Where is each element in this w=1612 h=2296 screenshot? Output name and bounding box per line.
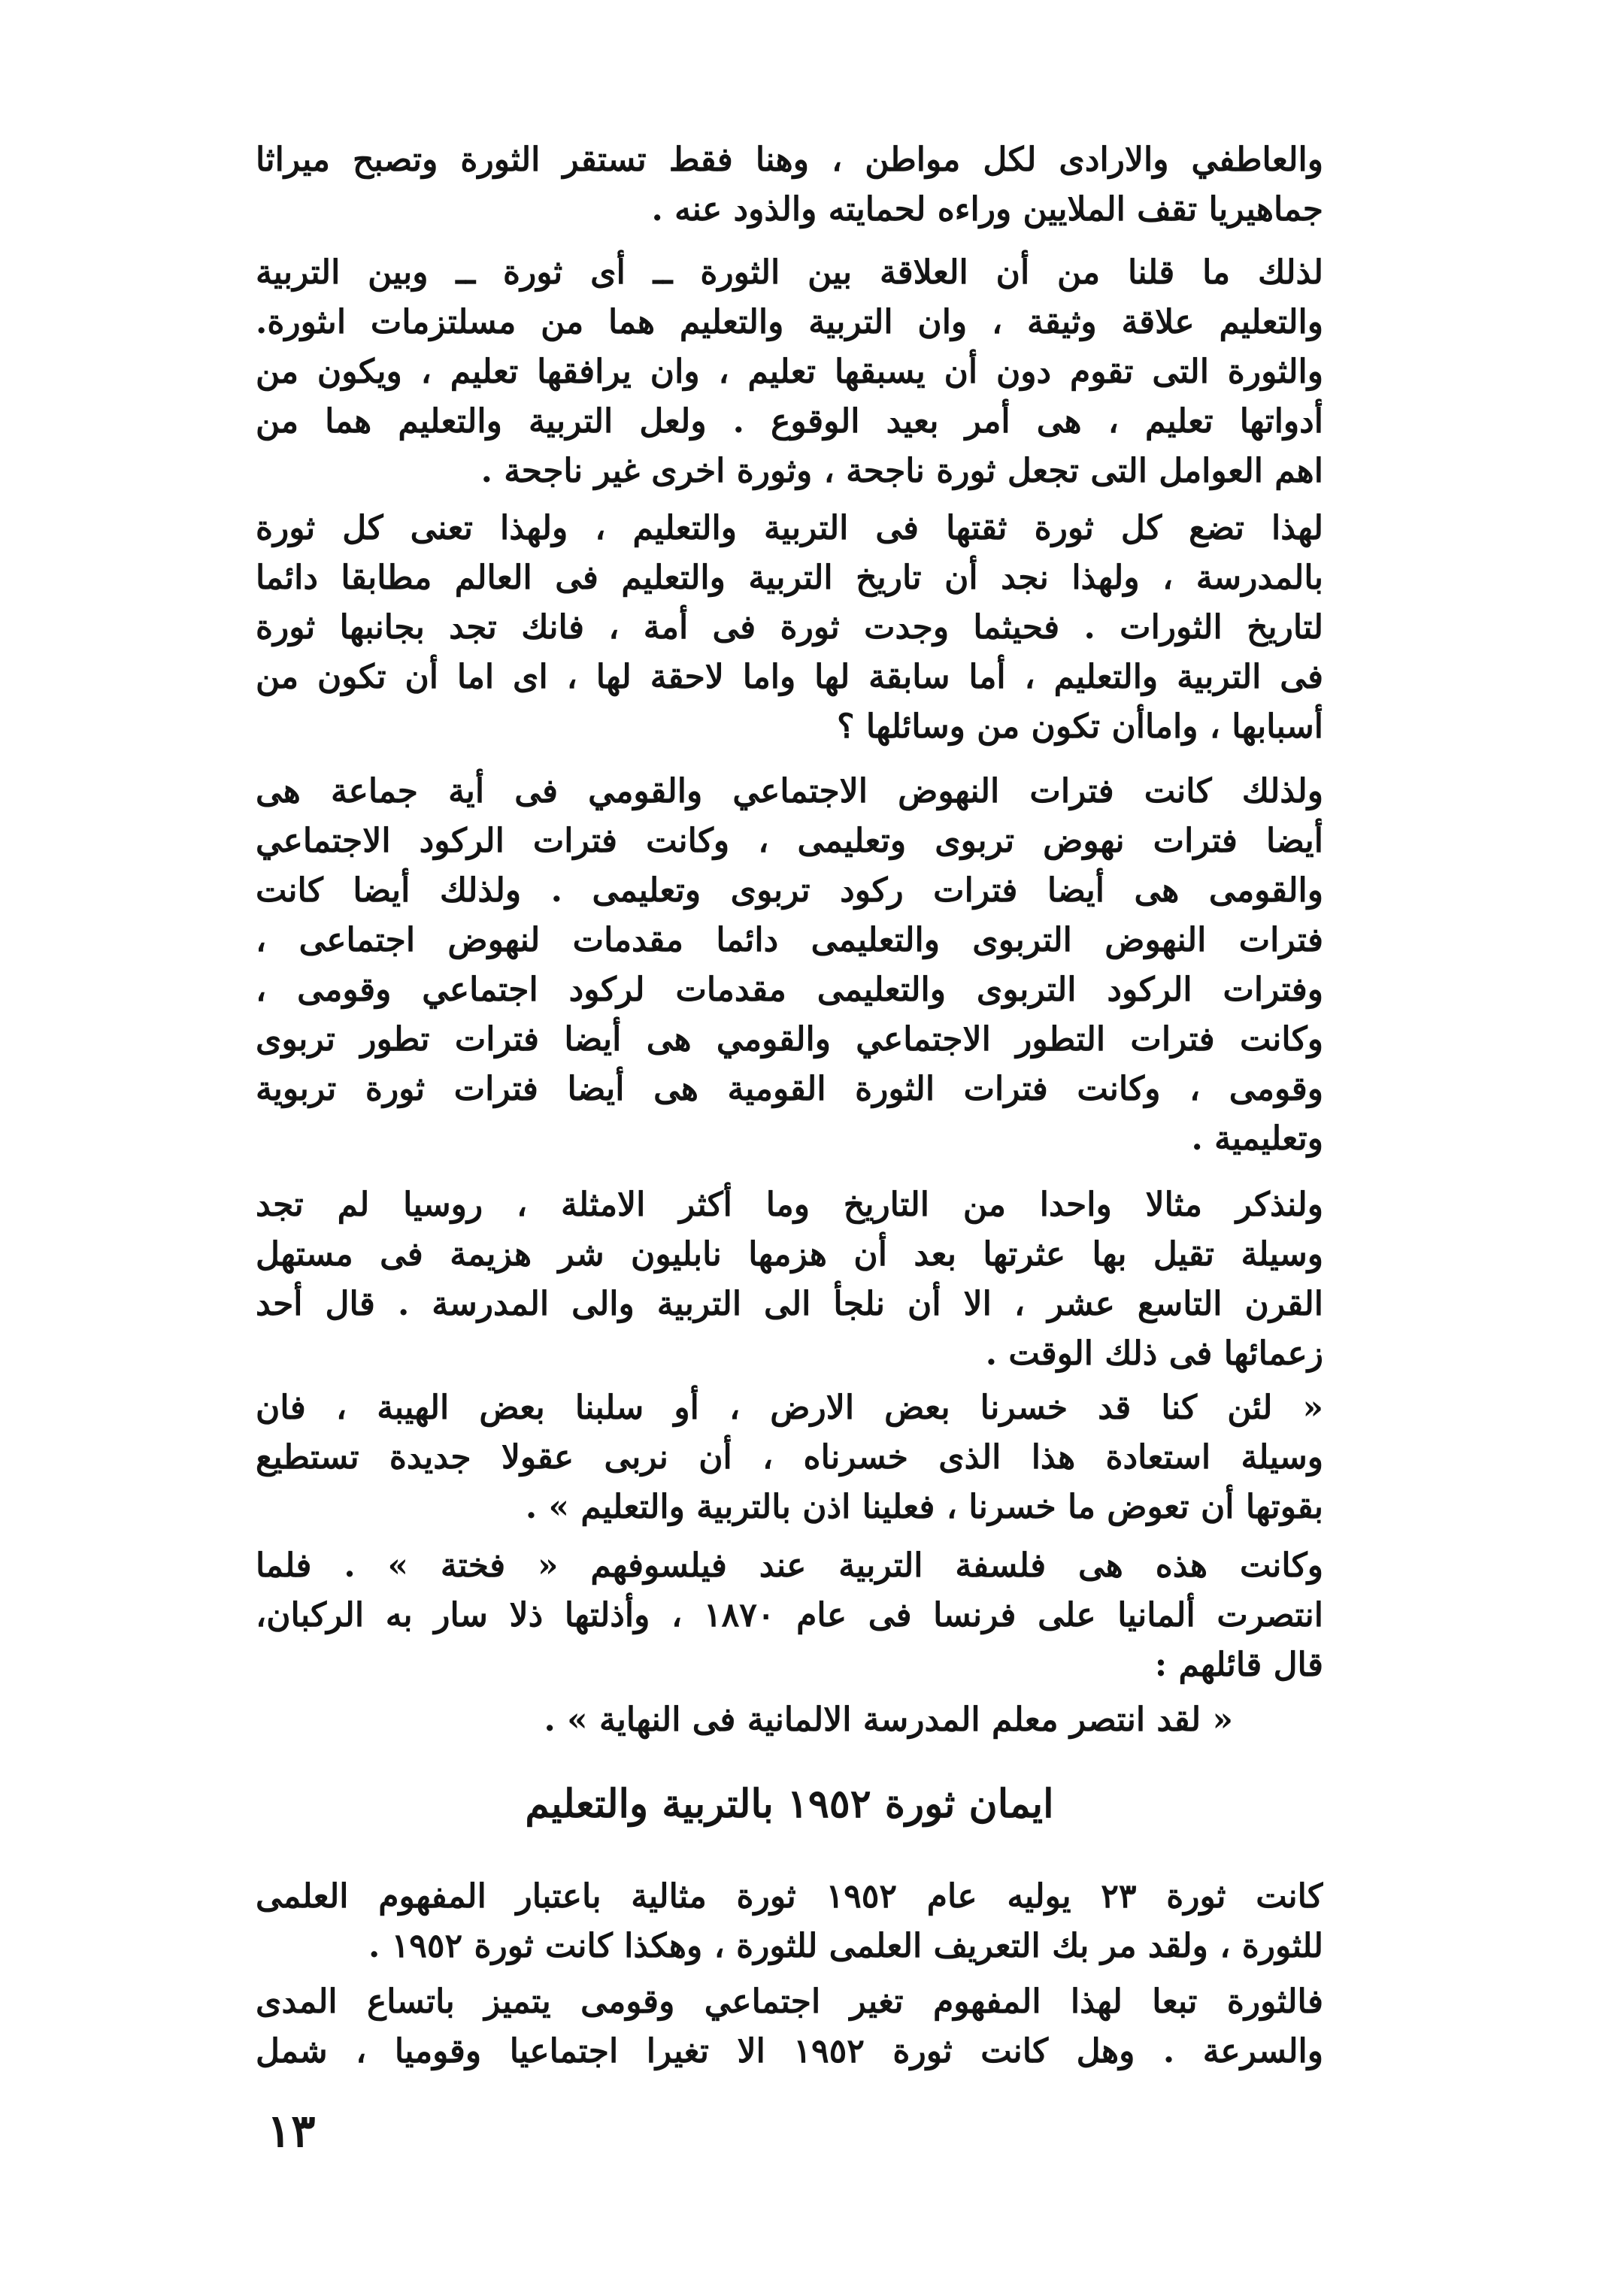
text-line: فالثورة تبعا لهذا المفهوم تغير اجتماعي وقومى يتميز باتساع المدى bbox=[256, 1982, 1323, 2021]
text-line: كانت ثورة ٢٣ يوليه عام ١٩٥٢ ثورة مثالية باعتبار المفهوم العلمى bbox=[256, 1877, 1323, 1916]
text-line: وتعليمية . bbox=[1191, 1119, 1323, 1158]
paragraph-6 bbox=[256, 1541, 1323, 1690]
text-line: فترات النهوض التربوى والتعليمى دائما مقدمات لنهوض اجتماعى ، bbox=[256, 921, 1323, 959]
paragraph-7 bbox=[256, 1872, 1323, 1971]
paragraph-1 bbox=[256, 135, 1323, 235]
text-line: وكانت فترات التطور الاجتماعي والقومي هى أيضا فترات تطور تربوى bbox=[256, 1020, 1323, 1059]
quotation-2 bbox=[256, 1695, 1233, 1745]
paragraph-8 bbox=[256, 1977, 1323, 2076]
text-line: والسرعة . وهل كانت ثورة ١٩٥٢ الا تغيرا اجتماعيا وقوميا ، شمل bbox=[256, 2032, 1323, 2070]
text-line: والثورة التى تقوم دون أن يسبقها تعليم ، وان يرافقها تعليم ، ويكون من bbox=[256, 353, 1323, 391]
text-line: لهذا تضع كل ثورة ثقتها فى التربية والتعليم ، ولهذا تعنى كل ثورة bbox=[256, 509, 1323, 547]
text-line: وسيلة استعادة هذا الذى خسرناه ، أن نربى عقولا جديدة تستطيع bbox=[256, 1438, 1323, 1477]
text-line: والعاطفي والارادى لكل مواطن ، وهنا فقط تستقر الثورة وتصبح ميراثا bbox=[256, 141, 1323, 179]
text-line: جماهيريا تقف الملايين وراءه لحمايته والذود عنه . bbox=[651, 190, 1323, 229]
text-line: والقومى هى أيضا فترات ركود تربوى وتعليمى . ولذلك أيضا كانت bbox=[256, 871, 1323, 910]
text-line: انتصرت ألمانيا على فرنسا فى عام ١٨٧٠ ، وأذلتها ذلا سار به الركبان، bbox=[256, 1596, 1323, 1634]
text-line: القرن التاسع عشر ، الا أن نلجأ الى التربية والى المدرسة . قال أحد bbox=[256, 1285, 1323, 1323]
text-line: وفترات الركود التربوى والتعليمى مقدمات لركود اجتماعي وقومى ، bbox=[256, 971, 1323, 1009]
text-line: « لئن كنا قد خسرنا بعض الارض ، أو سلبنا بعض الهيبة ، فان bbox=[256, 1389, 1323, 1427]
text-line: اهم العوامل التى تجعل ثورة ناجحة ، وثورة اخرى غير ناجحة . bbox=[480, 452, 1323, 490]
text-line: للثورة ، ولقد مر بك التعريف العلمى للثورة ، وهكذا كانت ثورة ١٩٥٢ . bbox=[368, 1927, 1323, 1965]
paragraph-2 bbox=[256, 248, 1323, 496]
text-line: بالمدرسة ، ولهذا نجد أن تاريخ التربية والتعليم فى العالم مطابقا دائما bbox=[256, 559, 1323, 597]
text-line: لتاريخ الثورات . فحيثما وجدت ثورة فى أمة ، فانك تجد بجانبها ثورة bbox=[256, 608, 1323, 647]
quotation-1 bbox=[256, 1383, 1323, 1532]
paragraph-3 bbox=[256, 504, 1323, 752]
text-line: أيضا فترات نهوض تربوى وتعليمى ، وكانت فترات الركود الاجتماعي bbox=[256, 822, 1323, 860]
text-line: وقومى ، وكانت فترات الثورة القومية هى أيضا فترات ثورة تربوية bbox=[256, 1070, 1323, 1108]
section-heading: ايمان ثورة ١٩٥٢ بالتربية والتعليم bbox=[525, 1781, 1054, 1827]
text-line: زعمائها فى ذلك الوقت . bbox=[985, 1334, 1323, 1373]
text-line: بقوتها أن تعوض ما خسرنا ، فعلينا اذن بالتربية والتعليم » . bbox=[525, 1488, 1323, 1526]
text-line: ولنذكر مثالا واحدا من التاريخ وما أكثر الامثلة ، روسيا لم تجد bbox=[256, 1186, 1323, 1224]
text-line: لذلك ما قلنا من أن العلاقة بين الثورة ــ أى ثورة ــ وبين التربية bbox=[256, 253, 1323, 292]
paragraph-4 bbox=[256, 767, 1323, 1164]
text-line: فى التربية والتعليم ، أما سابقة لها واما لاحقة لها ، اى اما أن تكون من bbox=[256, 658, 1323, 696]
text-line: ولذلك كانت فترات النهوض الاجتماعي والقومي فى أية جماعة هى bbox=[256, 772, 1323, 810]
page-number: ١٣ bbox=[267, 2105, 316, 2158]
paragraph-5 bbox=[256, 1180, 1323, 1379]
text-line: قال قائلهم : bbox=[1154, 1646, 1323, 1684]
text-line: أسبابها ، واماأن تكون من وسائلها ؟ bbox=[837, 707, 1323, 746]
text-line: والتعليم علاقة وثيقة ، وان التربية والتعليم هما من مسلتزمات اىثورة. bbox=[256, 303, 1323, 341]
text-line: وكانت هذه هى فلسفة التربية عند فيلسوفهم « فختة » . فلما bbox=[256, 1546, 1323, 1585]
text-line: « لقد انتصر معلم المدرسة الالمانية فى النهاية » . bbox=[544, 1701, 1233, 1739]
text-line: أدواتها تعليم ، هى أمر بعيد الوقوع . ولعل التربية والتعليم هما من bbox=[256, 402, 1323, 441]
text-line: وسيلة تقيل بها عثرتها بعد أن هزمها نابليون شر هزيمة فى مستهل bbox=[256, 1235, 1323, 1274]
